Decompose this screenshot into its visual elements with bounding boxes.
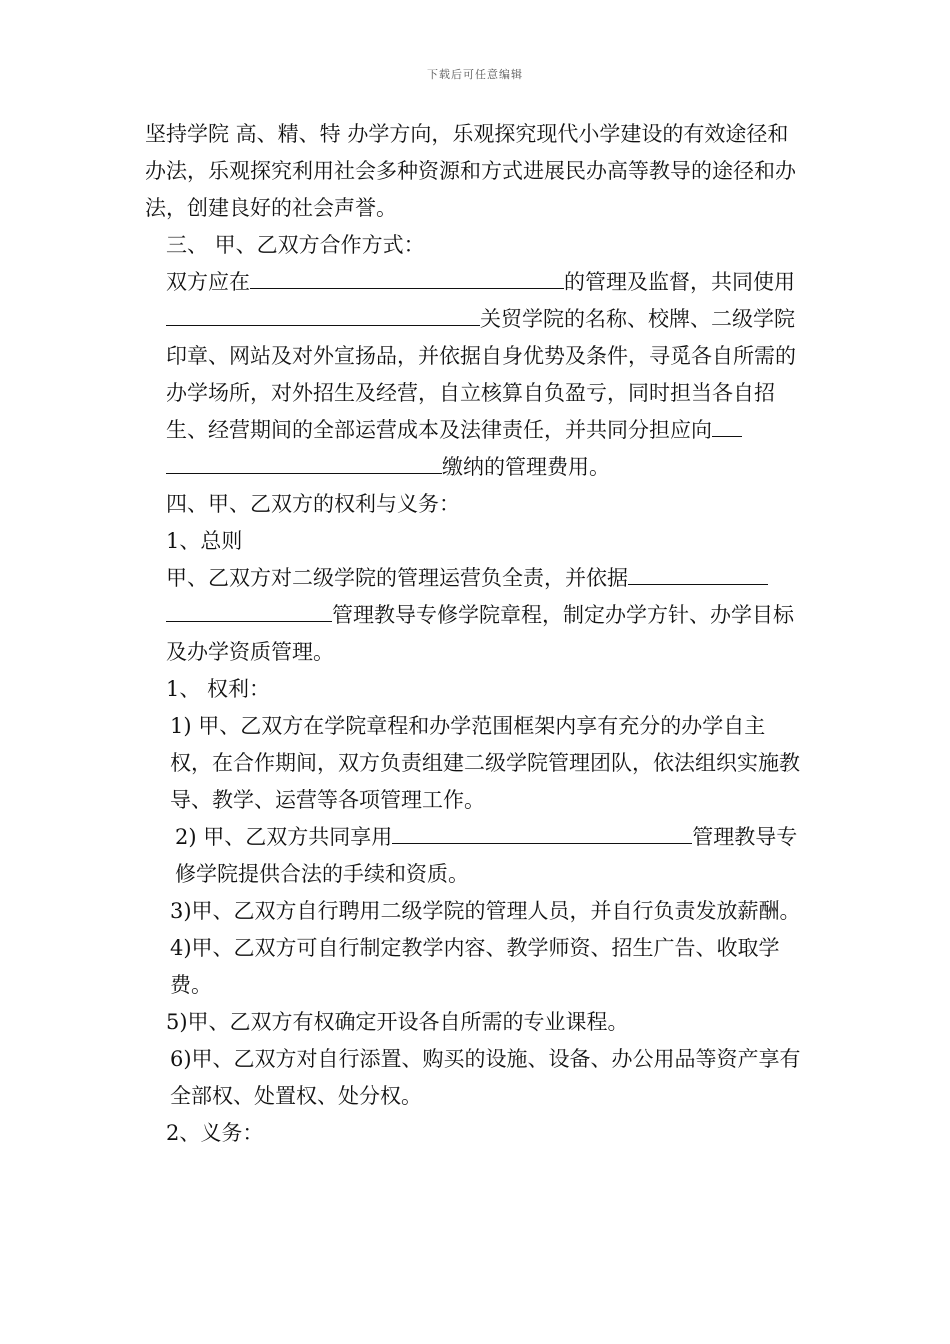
right-item-4: 4)甲、乙双方可自行制定教学内容、教学师资、招生广告、收取学费。 xyxy=(170,936,780,997)
fill-blank xyxy=(392,821,692,844)
right-item-2 xyxy=(145,819,805,893)
text-segment: 的管理及监督，共同使用 xyxy=(564,270,795,294)
paragraph-school-direction: 坚持学院 高、精、特 办学方向，乐观探究现代小学建设的有效途径和办法，乐观探究利用社会多种资源和方式进展民办高等教导的途径和办法，创建良好的社会声誉。 xyxy=(145,122,796,220)
fill-blank xyxy=(250,266,564,289)
text-segment: 双方应在 xyxy=(166,270,250,294)
paragraph-cooperation-mode xyxy=(145,264,805,486)
right-item-1: 1) 甲、乙双方在学院章程和办学范围框架内享有充分的办学自主权，在合作期间，双方负责组建二级学院管理团队，依法组织实施教导、教学、运营等各项管理工作。 xyxy=(170,714,800,812)
text-segment: 管理教导专修学院提供合法的手续和资质。 xyxy=(175,825,798,886)
text-segment: 管理教导专修学院章程，制定办学方针、办学目标及办学资质管理。 xyxy=(166,603,794,664)
right-item-5: 5)甲、乙双方有权确定开设各自所需的专业课程。 xyxy=(166,1010,629,1034)
section-3-title: 三、 甲、乙双方合作方式： xyxy=(166,233,425,257)
fill-blank xyxy=(166,303,480,326)
header-note: 下载后可任意编辑 xyxy=(427,68,523,81)
text-segment: 关贸学院的名称、校牌、二级学院印章、网站及对外宣扬品，并依据自身优势及条件，寻觅各自所需的办学场所，对外招生及经营，自立核算自负盈亏，同时担当各自招生、经营期间的全部运营成本及法律责任，并共同分担应向 xyxy=(166,307,796,442)
right-item-3: 3)甲、乙双方自行聘用二级学院的管理人员，并自行负责发放薪酬。 xyxy=(170,899,801,923)
subheading-rights: 1、 权利： xyxy=(166,677,271,701)
paragraph-general xyxy=(145,560,805,671)
text-segment: 缴纳的管理费用。 xyxy=(442,455,610,479)
text-segment: 2) 甲、乙双方共同享用 xyxy=(175,825,393,849)
subheading-duties: 2、义务： xyxy=(166,1121,264,1145)
fill-blank xyxy=(628,562,768,585)
fill-blank xyxy=(166,451,442,474)
fill-blank xyxy=(166,599,332,622)
document-body xyxy=(145,116,805,1152)
subheading-general: 1、总则 xyxy=(166,529,243,553)
fill-blank xyxy=(712,414,742,437)
section-4-title: 四、甲、乙双方的权利与义务： xyxy=(166,492,460,516)
text-segment: 甲、乙双方对二级学院的管理运营负全责，并依据 xyxy=(166,566,628,590)
right-item-6: 6)甲、乙双方对自行添置、购买的设施、设备、办公用品等资产享有全部权、处置权、处分权。 xyxy=(170,1047,801,1108)
